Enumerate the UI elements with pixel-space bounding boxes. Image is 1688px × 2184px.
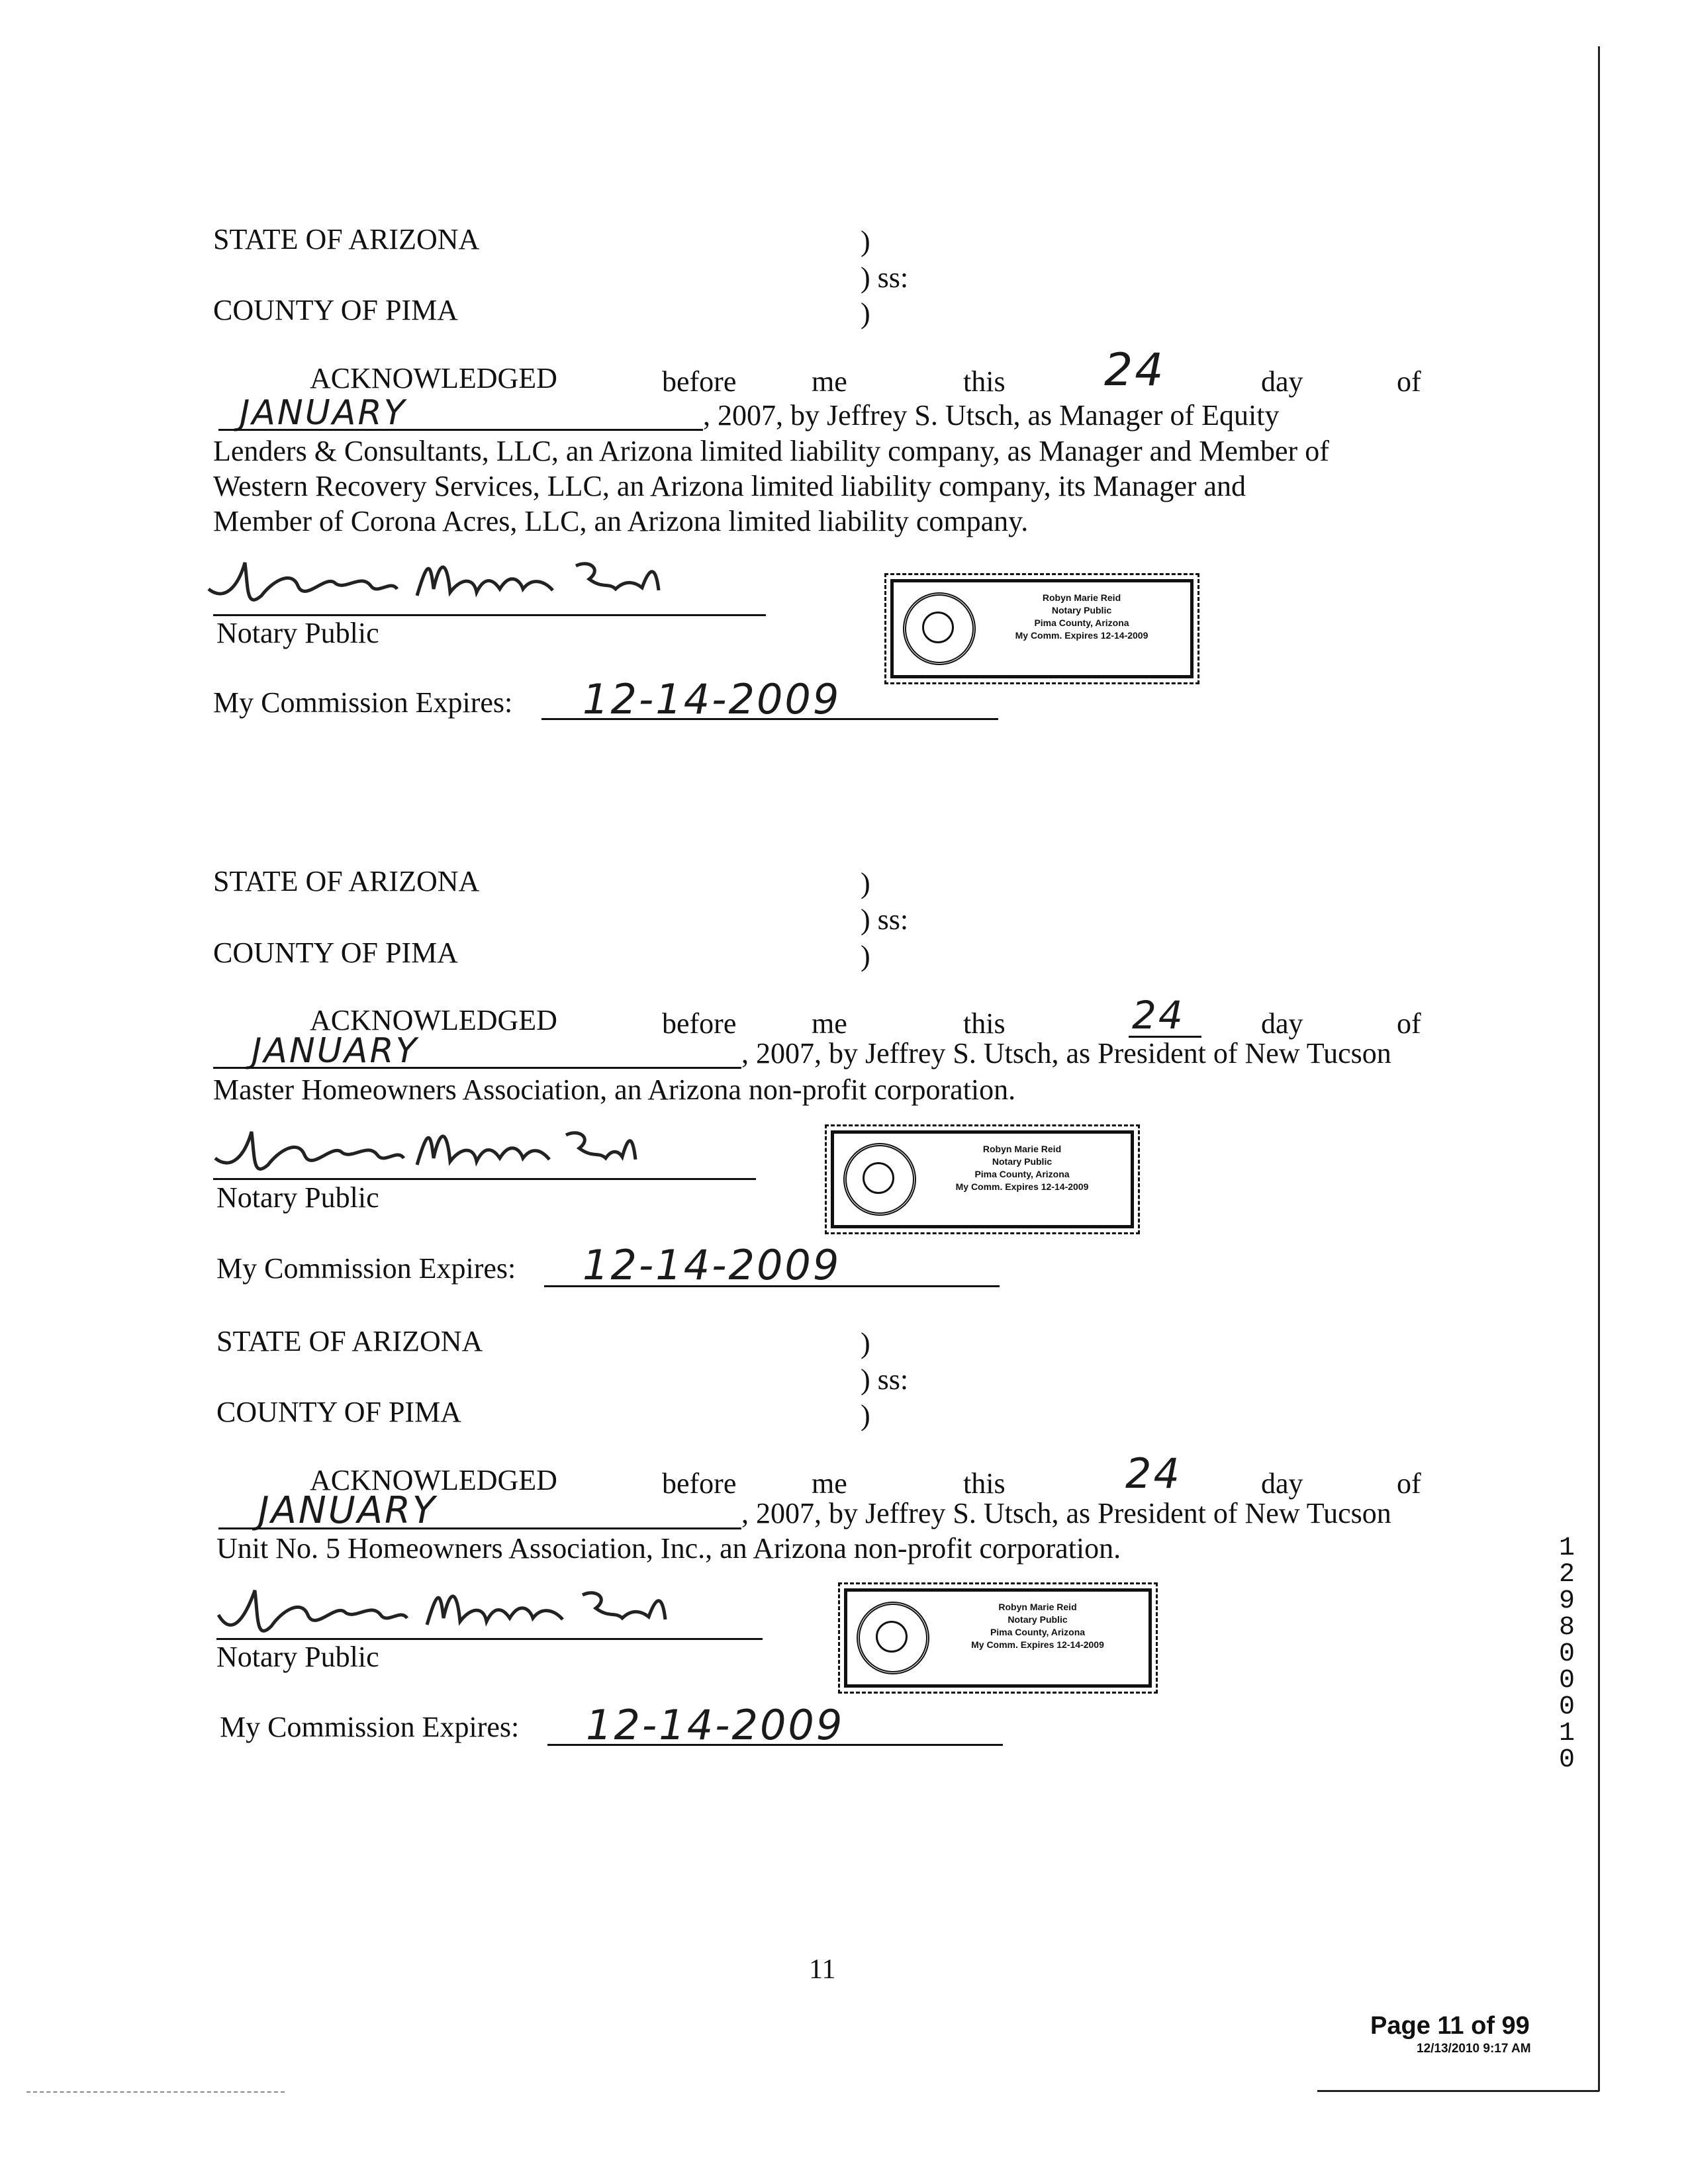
ack-word: before	[662, 1007, 737, 1040]
ack-word: of	[1397, 365, 1421, 398]
ack-word: me	[812, 365, 847, 398]
body-line: Western Recovery Services, LLC, an Arizona limited liability company, its Manager and	[213, 470, 1246, 502]
state-heading: STATE OF ARIZONA	[216, 1325, 483, 1357]
recording-number-stamp: 12980 0010	[1558, 1533, 1575, 1775]
ack-word: me	[812, 1007, 847, 1040]
body-line: Unit No. 5 Homeowners Association, Inc., an Arizona non-profit corporation.	[216, 1532, 1121, 1565]
handwritten-month: JANUARY	[258, 1489, 438, 1532]
signature-line	[213, 1178, 756, 1180]
venue-paren: )	[861, 940, 870, 972]
ack-word: this	[963, 1007, 1006, 1040]
handwritten-expiration: 12-14-2009	[583, 675, 841, 723]
notary-label: Notary Public	[216, 617, 379, 649]
notary-seal-icon	[857, 1602, 929, 1674]
month-blank-line	[213, 1067, 741, 1069]
notary-seal-icon	[843, 1143, 916, 1216]
body-line: , 2007, by Jeffrey S. Utsch, as President of New Tucson	[741, 1037, 1391, 1069]
footer-timestamp: 12/13/2010 9:17 AM	[1417, 2042, 1531, 2056]
ack-word: before	[662, 1467, 737, 1500]
handwritten-day: 24	[1132, 993, 1185, 1038]
expiration-line	[541, 718, 998, 720]
county-heading: COUNTY OF PIMA	[213, 294, 458, 326]
right-border-rule	[1598, 46, 1600, 2091]
venue-paren: )	[861, 297, 870, 330]
county-heading: COUNTY OF PIMA	[216, 1396, 461, 1428]
signature-line	[213, 614, 766, 616]
commission-label: My Commission Expires:	[216, 1252, 516, 1285]
body-line: Member of Corona Acres, LLC, an Arizona limited liability company.	[213, 505, 1029, 537]
month-blank-line	[218, 1527, 741, 1529]
body-line: , 2007, by Jeffrey S. Utsch, as Manager of Equity	[703, 399, 1280, 432]
signature-line	[216, 1638, 763, 1640]
month-blank-line	[218, 429, 703, 431]
expiration-line	[544, 1285, 1000, 1287]
footer-page-label: Page 11 of 99	[1370, 2012, 1530, 2040]
notary-label: Notary Public	[216, 1181, 379, 1214]
ack-word: of	[1397, 1467, 1421, 1500]
ack-word: before	[662, 365, 737, 398]
ack-word: day	[1261, 1467, 1303, 1500]
stamp-text: Robyn Marie Reid Notary Public Pima County, Arizona My Comm. Expires 12-14-2009	[1015, 592, 1149, 641]
handwritten-expiration: 12-14-2009	[586, 1701, 845, 1749]
ack-word: of	[1397, 1007, 1421, 1040]
handwritten-month: JANUARY	[252, 1031, 419, 1071]
ack-word: ACKNOWLEDGED	[310, 1464, 557, 1496]
ack-word: this	[963, 365, 1006, 398]
notary-signature	[205, 1118, 642, 1191]
notary-stamp	[890, 579, 1194, 678]
ss-mark: ) ss:	[861, 1363, 909, 1396]
notary-label: Notary Public	[216, 1641, 379, 1673]
commission-label: My Commission Expires:	[213, 686, 513, 719]
scan-edge-mark	[26, 2091, 285, 2093]
handwritten-expiration: 12-14-2009	[583, 1241, 841, 1289]
venue-paren: )	[861, 867, 870, 899]
state-heading: STATE OF ARIZONA	[213, 865, 480, 897]
handwritten-day: 24	[1104, 344, 1166, 396]
stamp-text: Robyn Marie Reid Notary Public Pima County, Arizona My Comm. Expires 12-14-2009	[971, 1602, 1104, 1650]
ack-word: ACKNOWLEDGED	[310, 1004, 557, 1036]
ss-mark: ) ss:	[861, 261, 909, 294]
venue-paren: )	[861, 1327, 870, 1359]
notary-stamp	[831, 1130, 1134, 1228]
expiration-line	[547, 1744, 1003, 1746]
handwritten-month: JANUARY	[240, 393, 407, 433]
notary-stamp	[844, 1588, 1152, 1688]
state-heading: STATE OF ARIZONA	[213, 223, 480, 255]
county-heading: COUNTY OF PIMA	[213, 936, 458, 969]
venue-paren: )	[861, 225, 870, 257]
notary-signature	[199, 549, 675, 622]
ack-word: this	[963, 1467, 1006, 1500]
body-line: Master Homeowners Association, an Arizona non-profit corporation.	[213, 1073, 1016, 1106]
commission-label: My Commission Expires:	[220, 1711, 520, 1743]
ack-word: me	[812, 1467, 847, 1500]
notary-seal-icon	[903, 592, 976, 665]
ack-word: day	[1261, 365, 1303, 398]
ack-word: ACKNOWLEDGED	[310, 362, 557, 394]
stamp-text: Robyn Marie Reid Notary Public Pima County, Arizona My Comm. Expires 12-14-2009	[955, 1144, 1089, 1192]
page-number: 11	[809, 1954, 836, 1985]
ss-mark: ) ss:	[861, 903, 909, 936]
bottom-border-rule	[1317, 2090, 1599, 2092]
body-line: , 2007, by Jeffrey S. Utsch, as President of New Tucson	[741, 1497, 1391, 1529]
handwritten-day: 24	[1125, 1449, 1182, 1498]
body-line: Lenders & Consultants, LLC, an Arizona limited liability company, as Manager and Member of	[213, 435, 1329, 467]
ack-word: day	[1261, 1007, 1303, 1040]
venue-paren: )	[861, 1399, 870, 1432]
